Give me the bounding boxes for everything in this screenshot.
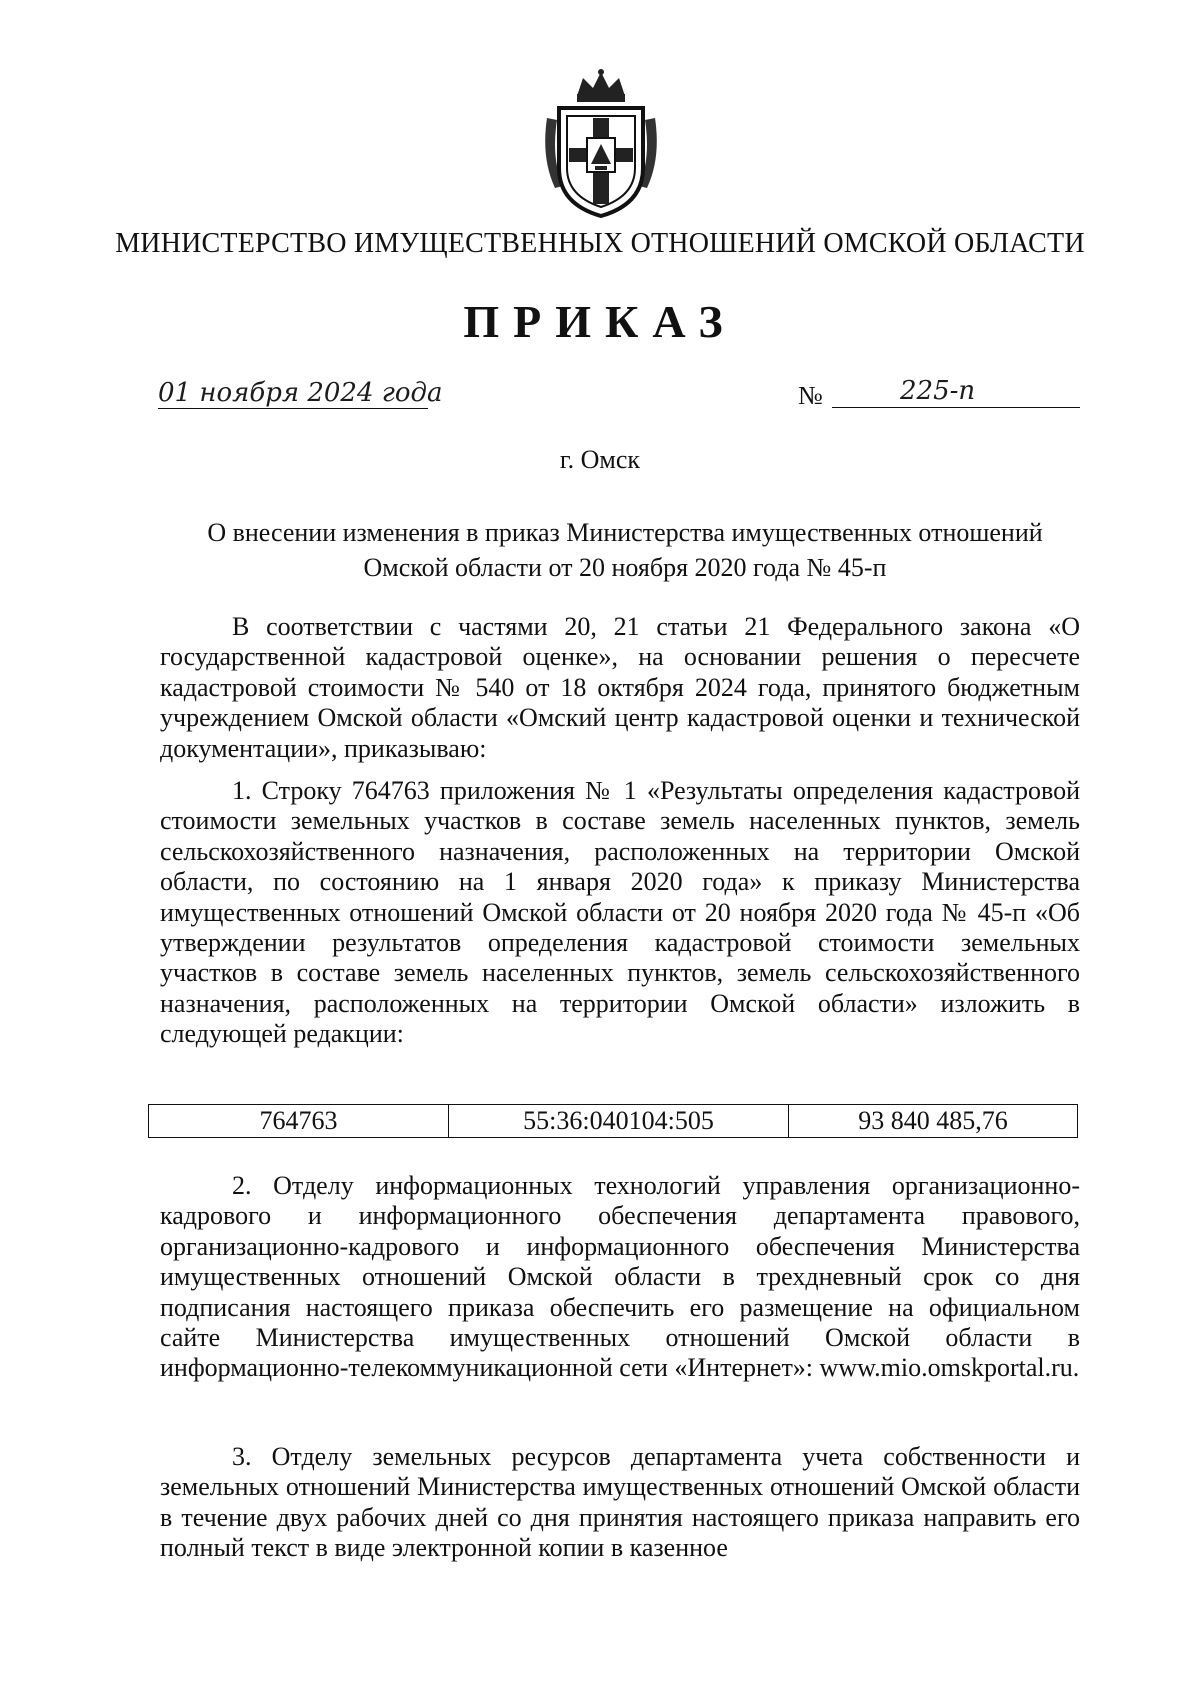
handwritten-number: 225-п [900, 376, 976, 406]
table-cell-cadastral-value: 93 840 485,76 [858, 1106, 1008, 1135]
clause-1-paragraph: 1. Строку 764763 приложения № 1 «Результаты определения кадастровой стоимости земельных участков в составе земель населенных пунктов, земель сельскохозяйственного назначения, расположенных на территории Омской области, по состоянию на 1 января 2020 года» к приказу Министерства имущественных отношений Омской области от 20 ноября 2020 года № 45-п «Об утверждении результатов определения кадастровой стоимости земельных участков в составе земель населенных пунктов, земель сельскохозяйственного назначения, расположенных на территории Омской области» изложить в следующей редакции: [160, 776, 1080, 1049]
cadastral-table-row [148, 1104, 1078, 1138]
subject-line-2: Омской области от 20 ноября 2020 года № 45-п [363, 553, 887, 582]
city-name: г. Омск [559, 445, 641, 474]
coat-of-arms-icon [537, 68, 665, 220]
number-underline [832, 407, 1080, 408]
document-type-title: ПРИКАЗ [463, 296, 737, 347]
ministry-name: МИНИСТЕРСТВО ИМУЩЕСТВЕННЫХ ОТНОШЕНИЙ ОМСКОЙ ОБЛАСТИ [115, 228, 1085, 259]
document-subject [160, 515, 1090, 585]
clause-3-paragraph: 3. Отделу земельных ресурсов департамента учета собственности и земельных отношений Министерства имущественных отношений Омской области в течение двух рабочих дней со дня принятия настоящего приказа направить его полный текст в виде электронной копии в казенное [160, 1442, 1080, 1563]
table-cell-cadastral-number: 55:36:040104:505 [449, 1105, 789, 1137]
handwritten-date: 01 ноября 2024 года [158, 378, 443, 408]
subject-line-1: О внесении изменения в приказ Министерства имущественных отношений [207, 518, 1043, 547]
preamble-paragraph: В соответствии с частями 20, 21 статьи 21 Федерального закона «О государственной кадастровой оценке», на основании решения о пересчете кадастровой стоимости № 540 от 18 октября 2024 года, принятого бюджетным учреждением Омской области «Омский центр кадастровой оценки и технической документации», приказываю: [160, 612, 1080, 763]
clause-2-paragraph: 2. Отделу информационных технологий управления организационно-кадрового и информационного обеспечения департамента правового, организационно-кадрового и информационного обеспечения Министерства имущественных отношений Омской области в трехдневный срок со дня подписания настоящего приказа обеспечить его размещение на официальном сайте Министерства имущественных отношений Омской области в информационно-телекоммуникационной сети «Интернет»: www.mio.omskportal.ru. [160, 1171, 1080, 1383]
number-label: № [798, 381, 823, 410]
table-cell-row-number: 764763 [149, 1105, 449, 1137]
